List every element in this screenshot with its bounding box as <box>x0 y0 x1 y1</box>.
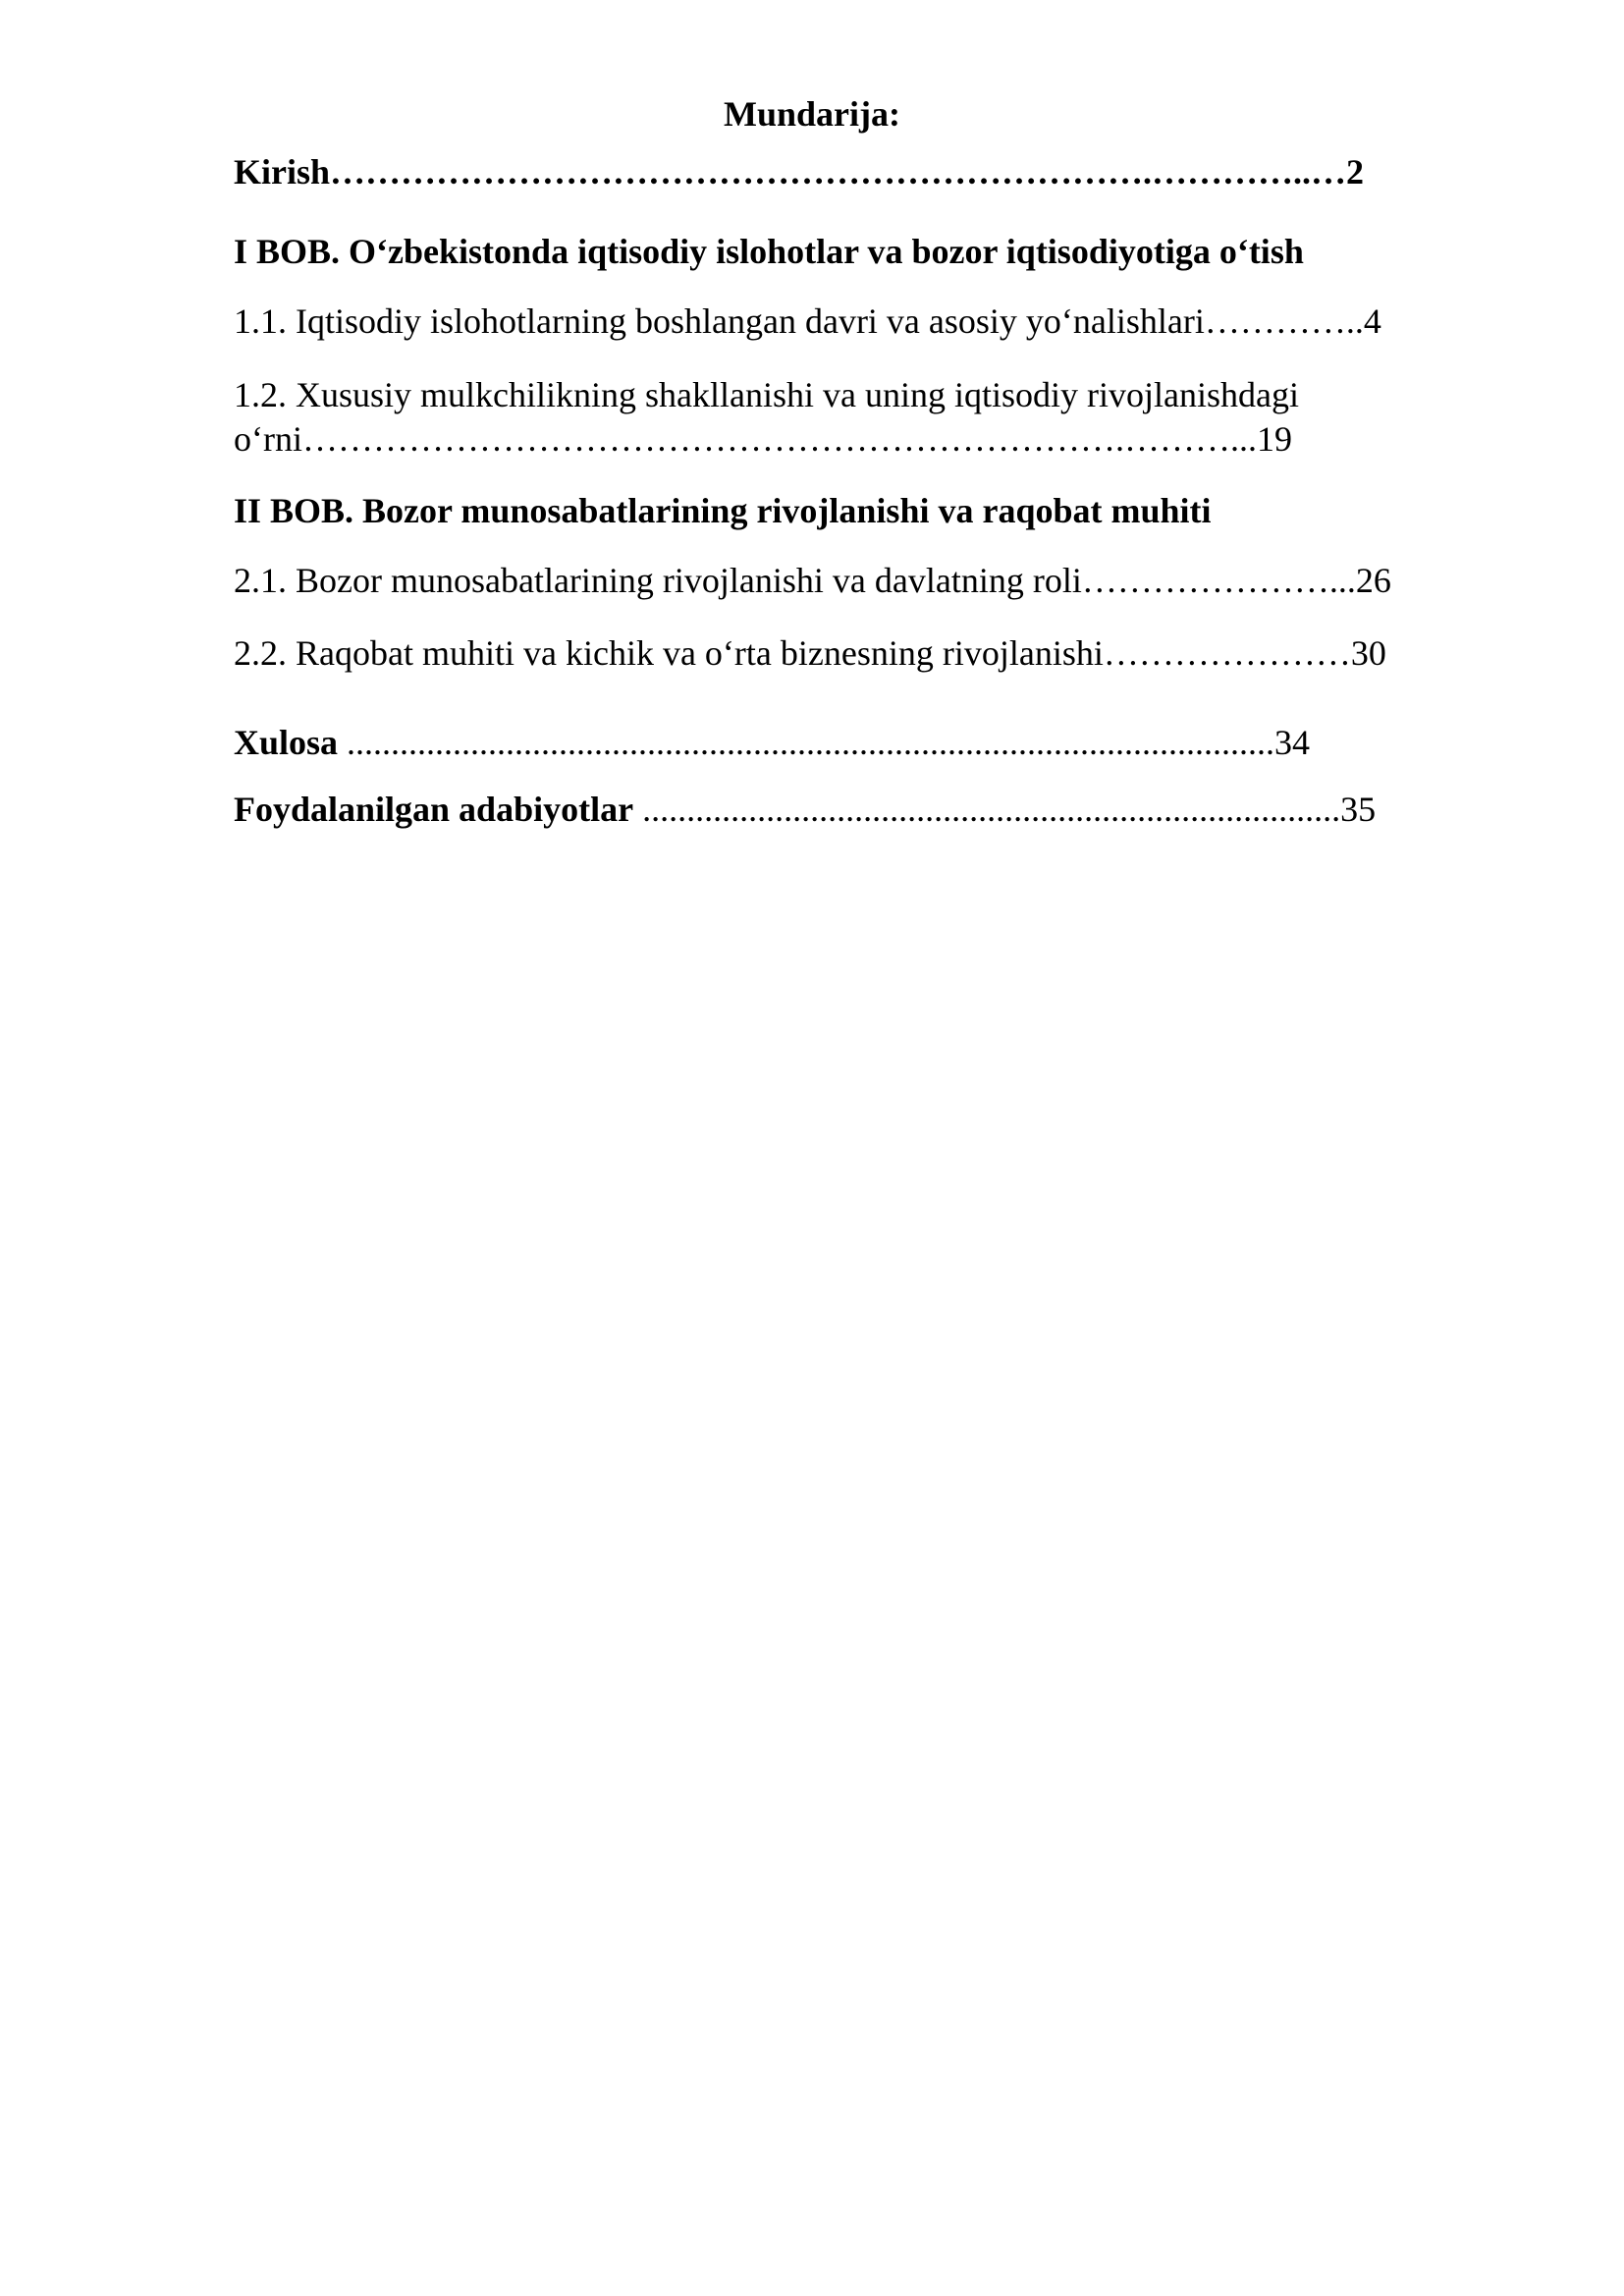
toc-references-label: Foydalanilgan adabiyotlar <box>234 790 634 829</box>
toc-entry-references <box>234 788 1376 831</box>
toc-section-1-2-line1: 1.2. Xususiy mulkchilikning shakllanishi va uning iqtisodiy rivojlanishdagi <box>234 375 1299 414</box>
toc-entry-conclusion <box>234 721 1310 764</box>
toc-section-1-2-line2: o‘rni…………………………………………………………….………...19 <box>234 419 1292 459</box>
toc-references-leader: ...............................................................................35 <box>633 790 1377 829</box>
toc-section-2-2: 2.2. Raqobat muhiti va kichik va o‘rta biznesning rivojlanishi…………………30 <box>234 633 1386 673</box>
toc-chapter-2: II BOB. Bozor munosabatlarining rivojlanishi va raqobat muhiti <box>234 491 1212 530</box>
page-title: Mundarija: <box>724 94 900 134</box>
toc-entry-intro: Kirish…………………………………………………………….…………..…2 <box>234 152 1365 191</box>
toc-conclusion-leader: .........................................................................................................34 <box>338 723 1311 762</box>
toc-section-2-1: 2.1. Bozor munosabatlarining rivojlanishi va davlatning roli…………………...26 <box>234 561 1391 600</box>
toc-conclusion-label: Xulosa <box>234 723 339 762</box>
toc-section-1-1: 1.1. Iqtisodiy islohotlarning boshlangan davri va asosiy yo‘nalishlari…………..4 <box>234 301 1381 341</box>
toc-chapter-1: I BOB. O‘zbekistonda iqtisodiy islohotlar va bozor iqtisodiyotiga o‘tish <box>234 232 1304 271</box>
